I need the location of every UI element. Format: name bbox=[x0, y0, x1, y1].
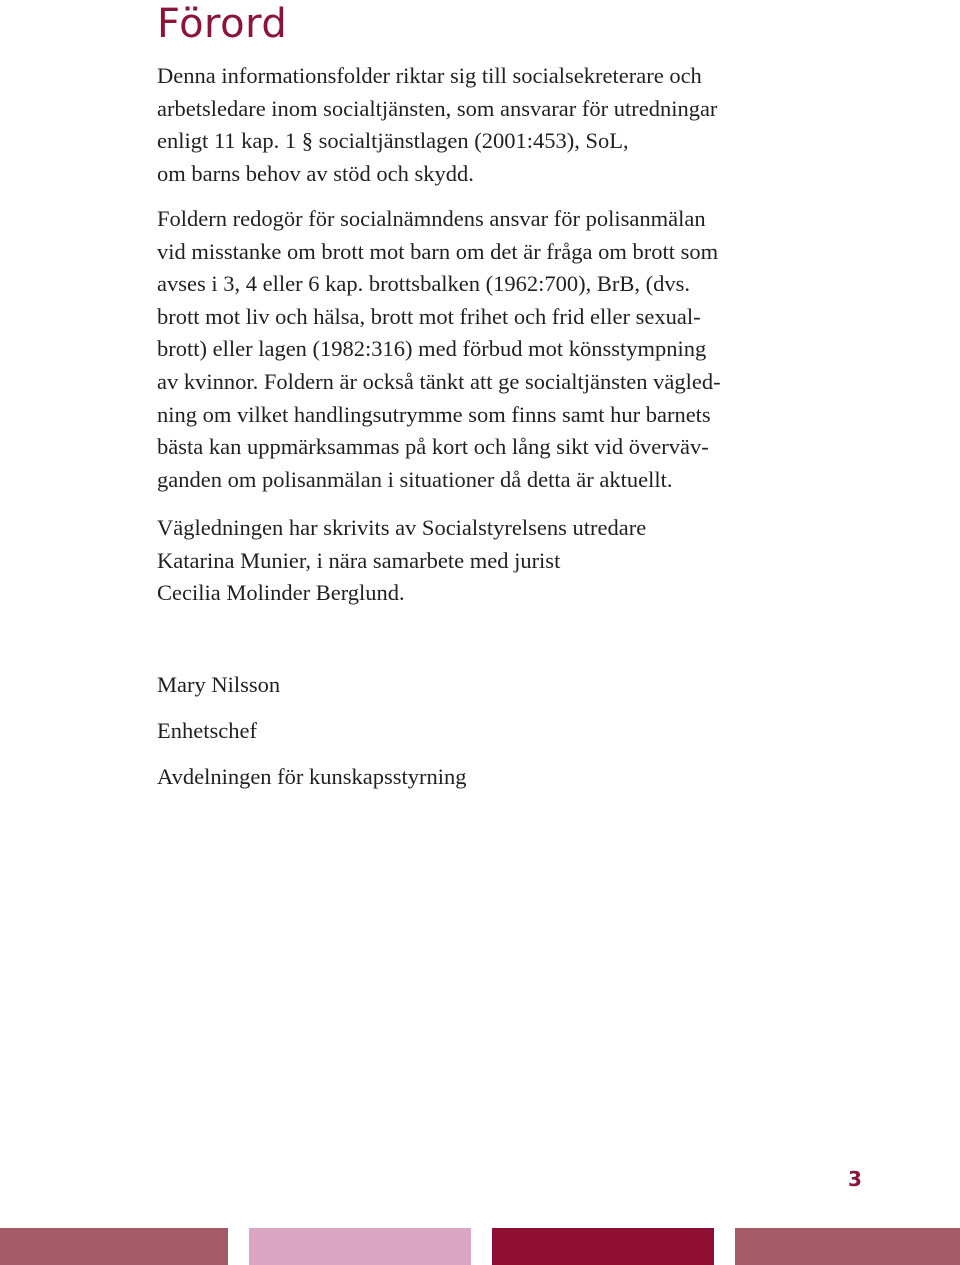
text-line: ning om vilket handlingsutrymme som finns samt hur barnets bbox=[157, 401, 711, 427]
footer-bar bbox=[492, 1228, 714, 1265]
signature-name: Mary Nilsson bbox=[157, 672, 281, 697]
text-line: av kvinnor. Foldern är också tänkt att ge socialtjänsten vägled- bbox=[157, 368, 721, 394]
text-line: Vägledningen har skrivits av Socialstyrelsens utredare bbox=[157, 515, 647, 540]
text-line: ganden om polisanmälan i situationer då detta är aktuellt. bbox=[157, 466, 673, 492]
text-line: Cecilia Molinder Berglund. bbox=[157, 580, 405, 606]
text-line: Katarina Munier, i nära samarbete med jurist bbox=[157, 547, 561, 573]
text-line: avses i 3, 4 eller 6 kap. brottsbalken (1962:700), BrB, (dvs. bbox=[157, 271, 691, 297]
text-line: om barns behov av stöd och skydd. bbox=[157, 160, 474, 186]
intro-paragraph bbox=[157, 60, 817, 190]
text-line: vid misstanke om brott mot barn om det är fråga om brott som bbox=[157, 238, 719, 264]
footer-bar bbox=[735, 1228, 960, 1265]
text-line: arbetsledare inom socialtjänsten, som ansvarar för utredningar bbox=[157, 95, 718, 121]
footer-bar bbox=[0, 1228, 228, 1265]
authors-paragraph bbox=[157, 512, 817, 610]
page-number: 3 bbox=[848, 1167, 862, 1191]
text-line: bästa kan uppmärksammas på kort och lång sikt vid överväv- bbox=[157, 434, 709, 460]
text-line: brott) eller lagen (1982:316) med förbud mot könsstympning bbox=[157, 336, 707, 362]
text-line: Foldern redogör för socialnämndens ansvar för polisanmälan bbox=[157, 206, 706, 231]
text-line: brott mot liv och hälsa, brott mot frihet och frid eller sexual- bbox=[157, 303, 701, 329]
signature-department: Avdelningen för kunskapsstyrning bbox=[157, 764, 467, 789]
footer-bar bbox=[249, 1228, 471, 1265]
scope-paragraph bbox=[157, 203, 817, 496]
text-line: enligt 11 kap. 1 § socialtjänstlagen (2001:453), SoL, bbox=[157, 128, 629, 154]
signature-title: Enhetschef bbox=[157, 718, 257, 743]
page-title: Förord bbox=[157, 1, 288, 47]
text-line: Denna informationsfolder riktar sig till socialsekreterare och bbox=[157, 63, 702, 88]
